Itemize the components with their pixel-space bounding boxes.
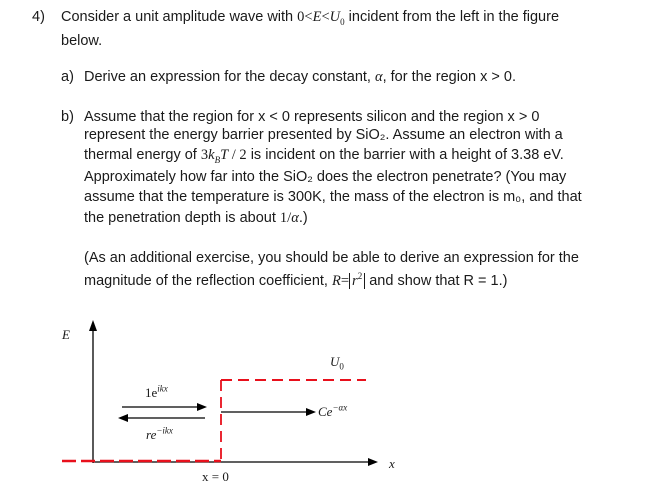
part-a-label: a) bbox=[61, 69, 74, 85]
extra-line-2: magnitude of the reflection coefficient, $R= r^2$ and show that R = 1.) bbox=[84, 271, 508, 289]
extra-line-1: (As an additional exercise, you should be able to derive an expression for the bbox=[84, 250, 579, 266]
reflected-wave-label: $re^{-ikx}$ bbox=[146, 425, 173, 442]
question-line-2: below. bbox=[61, 33, 103, 49]
x-axis-label: x bbox=[389, 456, 395, 471]
question-number: 4) bbox=[32, 9, 45, 25]
part-b-line-1: Assume that the region for x < 0 represents silicon and the region x > 0 bbox=[84, 109, 540, 125]
part-b-line-4: Approximately how far into the SiO₂ does the electron penetrate? (You may bbox=[84, 169, 567, 185]
part-b-label: b) bbox=[61, 109, 74, 125]
x0-label: x = 0 bbox=[202, 469, 229, 484]
energy-axis-arrow bbox=[89, 320, 97, 331]
energy-label: E bbox=[62, 327, 70, 342]
incident-wave-label: $1e^{ikx}$ bbox=[145, 383, 168, 400]
x-axis-arrow bbox=[368, 458, 378, 466]
part-a-text: Derive an expression for the decay constant, α, for the region x > 0. bbox=[84, 69, 516, 85]
part-b-line-3: thermal energy of $3k_BT / 2$ is incident on the barrier with a height of 3.38 eV. bbox=[84, 147, 564, 165]
u0-label: $U_0$ bbox=[330, 354, 344, 372]
part-b-line-5: assume that the temperature is 300K, the mass of the electron is m₀, and that bbox=[84, 189, 582, 205]
question-line-1: Consider a unit amplitude wave with $0<E<U_0$ incident from the left in the figure bbox=[61, 9, 560, 27]
part-b-line-6: the penetration depth is about 1/α.) bbox=[84, 210, 308, 226]
part-b-line-2: represent the energy barrier presented by SiO₂. Assume an electron with a bbox=[84, 127, 563, 143]
transmitted-wave-label: $Ce^{-\alpha x}$ bbox=[318, 402, 348, 419]
